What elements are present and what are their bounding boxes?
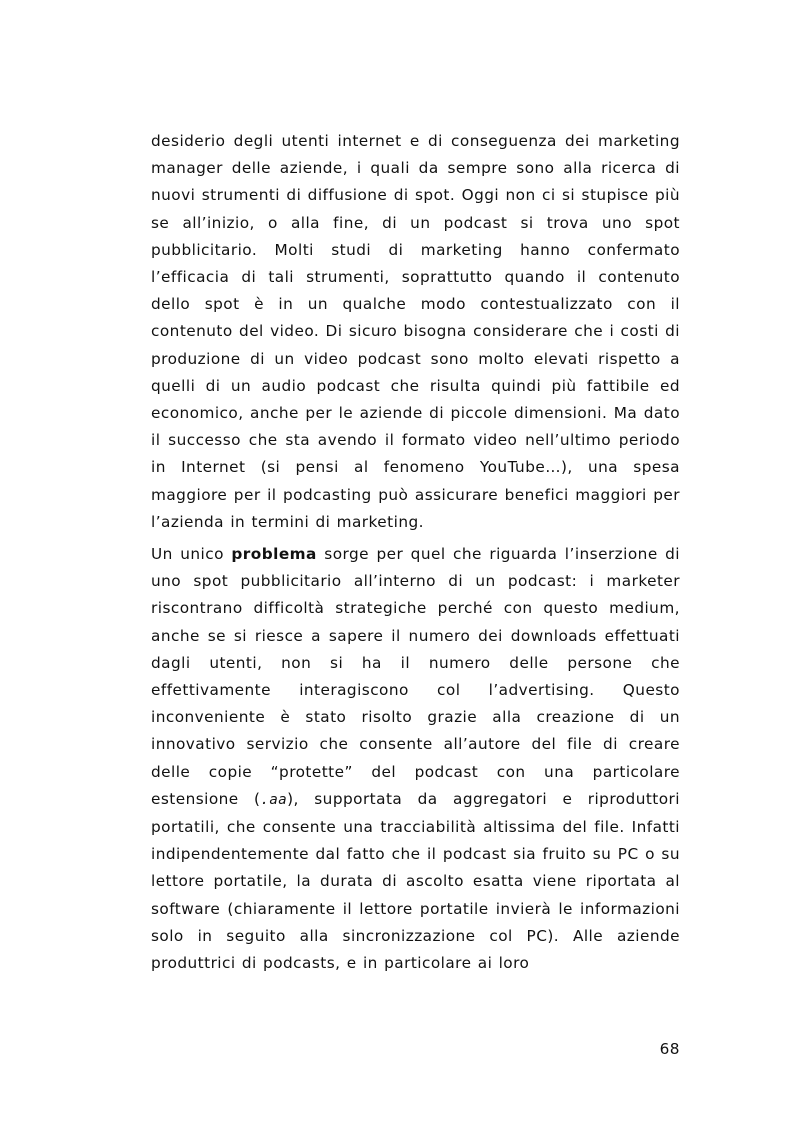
body-text — [151, 128, 680, 977]
file-extension: .aa — [260, 791, 288, 808]
paragraph-2-text-a: sorge per quel che riguarda l’inserzione di uno spot pubblicitario all’interno di un podcast: i marketer riscontrano difficoltà strategiche perché con questo medium, anche se si riesce a sapere il numero dei downloads effettuati dagli utenti, non si ha il numero delle persone che effettivamente interagiscono col l’advertising. Questo inconveniente è stato risolto grazie alla creazione di un innovativo servizio che consente all’autore del file di creare delle copie “protette” del podcast con una particolare estensione ( — [151, 545, 680, 808]
paragraph-1: desiderio degli utenti internet e di conseguenza dei marketing manager delle aziende, i quali da sempre sono alla ricerca di nuovi strumenti di diffusione di spot. Oggi non ci si stupisce più se all’inizio, o alla fine, di un podcast si trova uno spot pubblicitario. Molti studi di marketing hanno confermato l’efficacia di tali strumenti, soprattutto quando il contenuto dello spot è in un qualche modo contestualizzato con il contenuto del video. Di sicuro bisogna considerare che i costi di produzione di un video podcast sono molto elevati rispetto a quelli di un audio podcast che risulta quindi più fattibile ed economico, anche per le aziende di piccole dimensioni. Ma dato il successo che sta avendo il formato video nell’ultimo periodo in Internet (si pensi al fenomeno YouTube…), una spesa maggiore per il podcasting può assicurare benefici maggiori per l’azienda in termini di marketing. — [151, 132, 680, 531]
paragraph-2-intro: Un unico — [151, 545, 232, 564]
paragraph-2-text-b: ), supportata da aggregatori e riproduttori portatili, che consente una tracciabilità altissima del file. Infatti indipendentemente dal fatto che il podcast sia fruito su PC o su lettore portatile, la durata di ascolto esatta viene riportata al software (chiaramente il lettore portatile invierà le informazioni solo in seguito alla sincronizzazione col PC). Alle aziende produttrici di podcasts, e in particolare ai loro — [151, 789, 680, 973]
page-number: 68 — [659, 1040, 680, 1058]
bold-keyword-problema: problema — [231, 545, 317, 564]
paragraph-2 — [151, 541, 680, 977]
